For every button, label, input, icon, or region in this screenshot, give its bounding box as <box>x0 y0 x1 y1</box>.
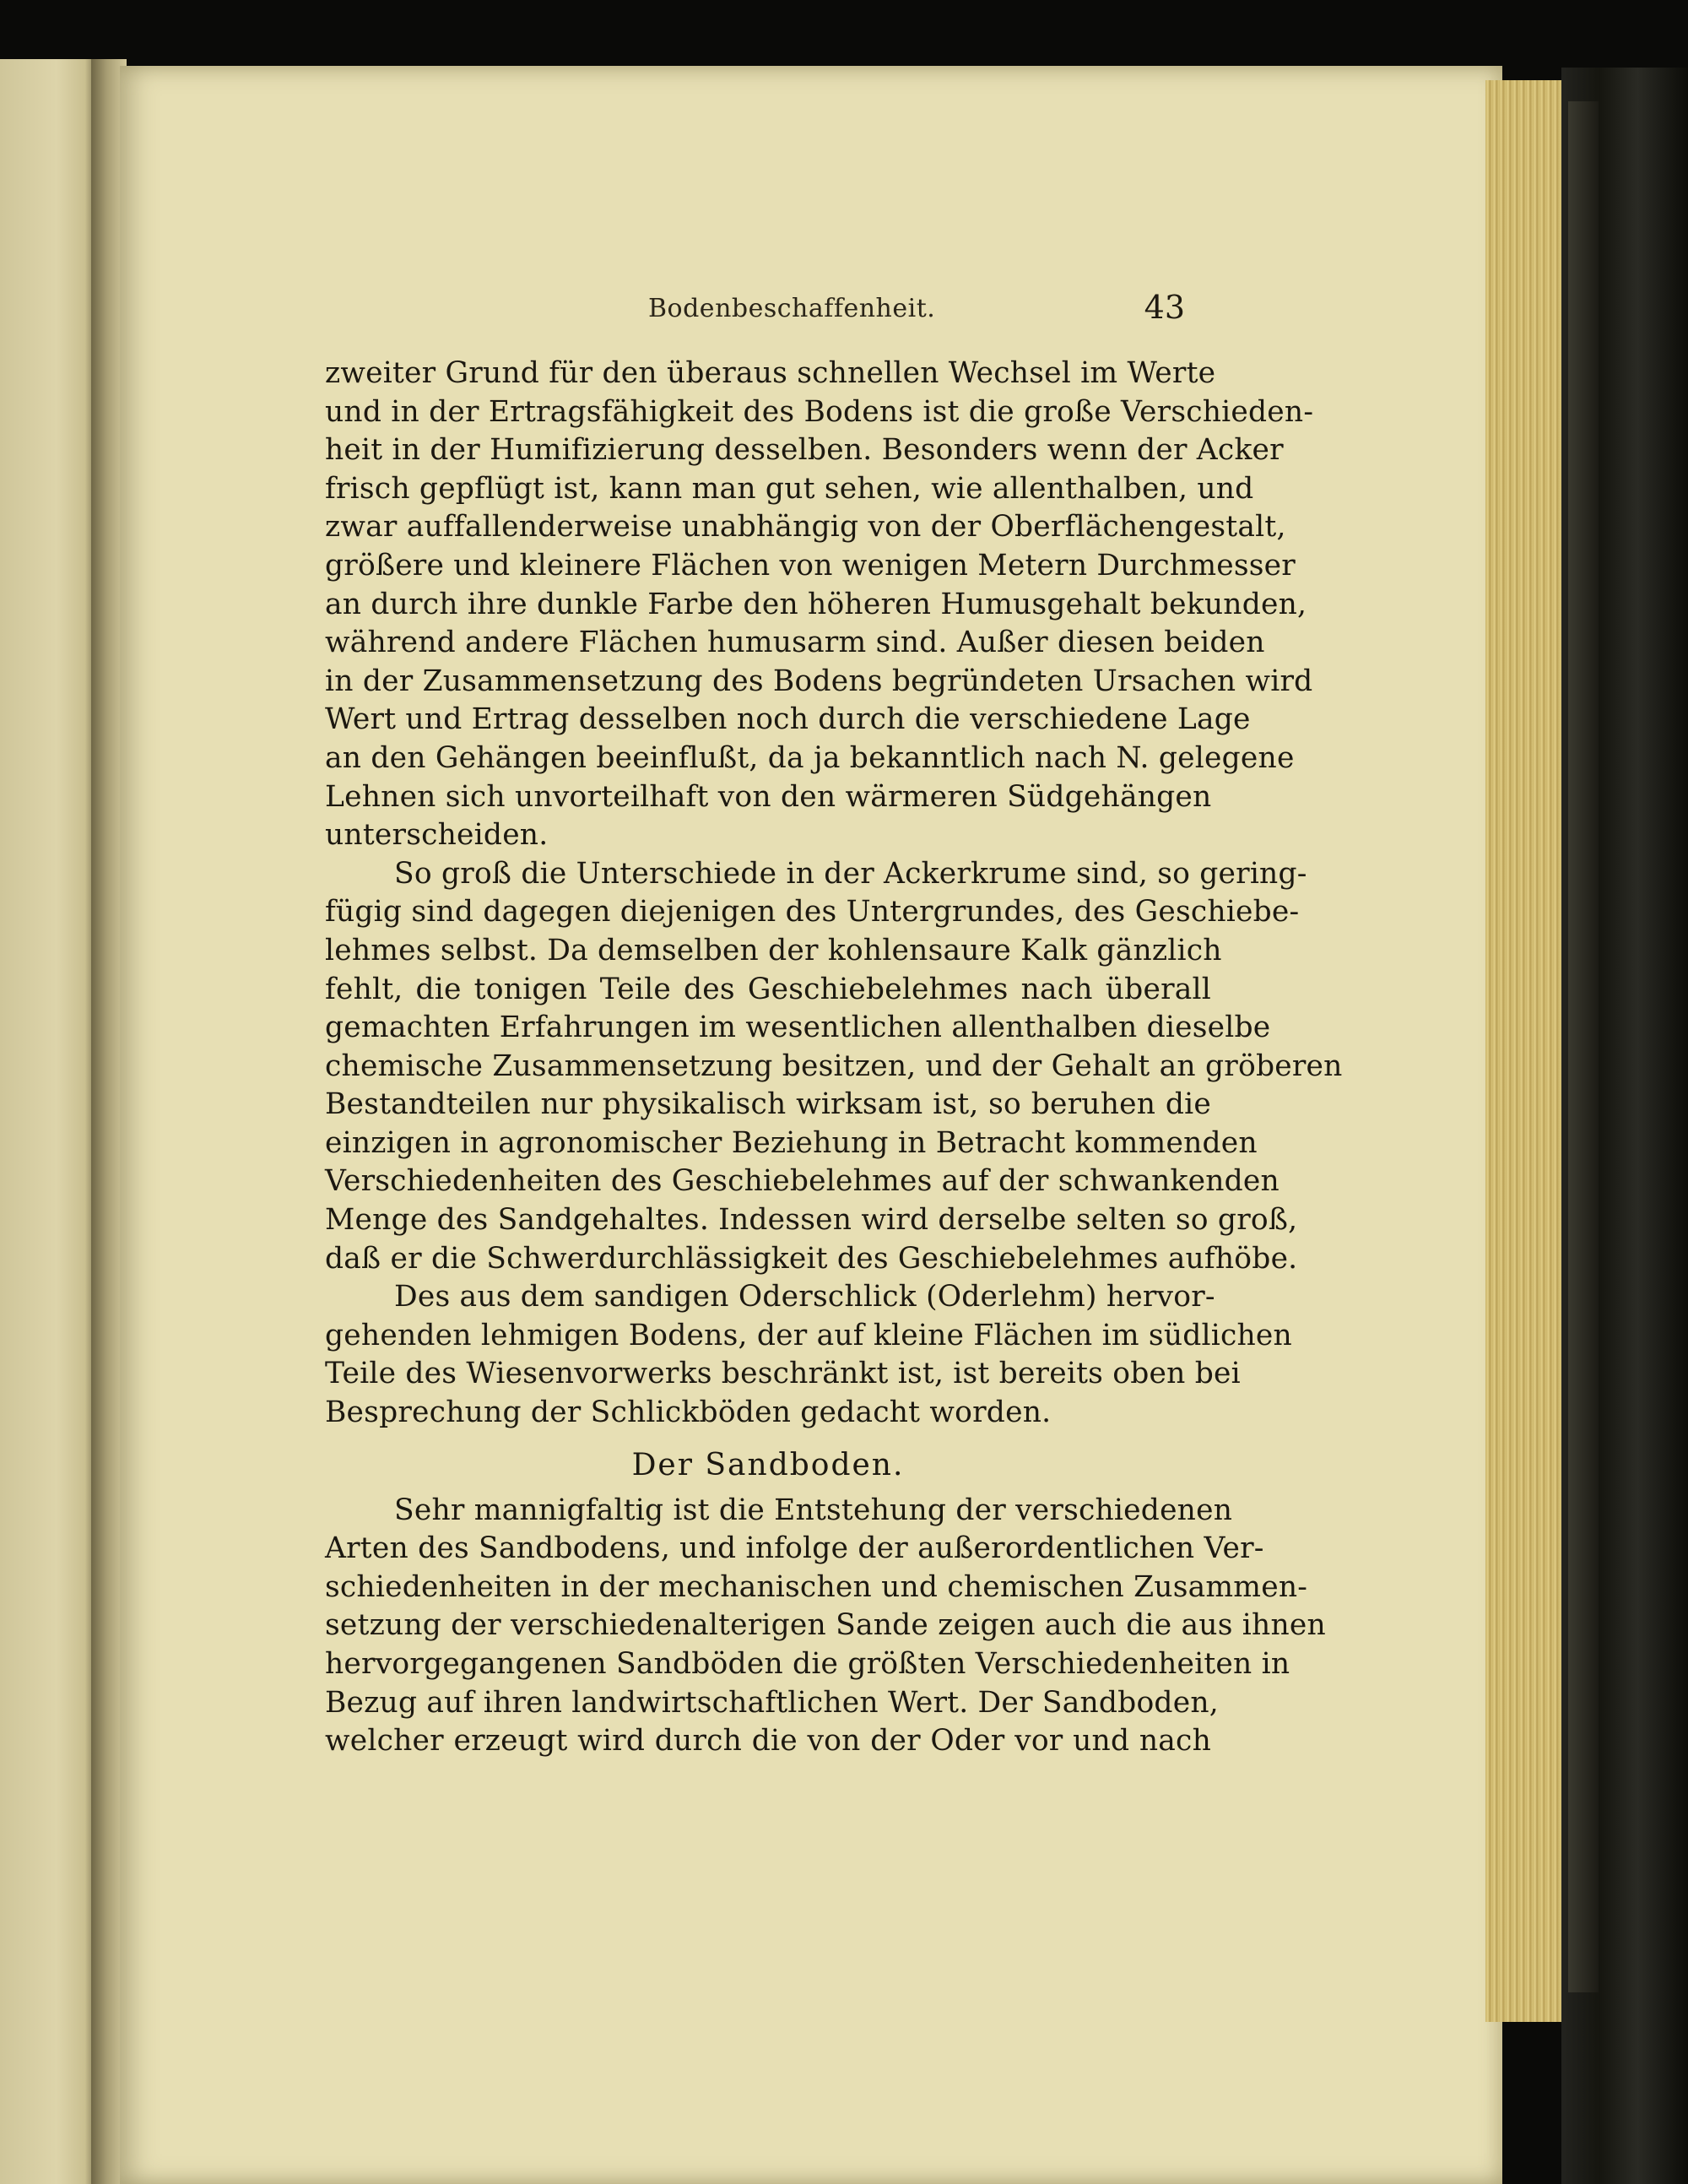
text-line: und in der Ertragsfähigkeit des Bodens ist die große Verschieden- <box>325 394 1314 429</box>
text-line: welcher erzeugt wird durch die von der Oder vor und nach <box>325 1724 1211 1759</box>
text-line: chemische Zusammensetzung besitzen, und der Gehalt an gröberen <box>325 1049 1343 1083</box>
text-line: Bestandteilen nur physikalisch wirksam ist, so beruhen die <box>325 1087 1211 1122</box>
text-line: an den Gehängen beeinflußt, da ja bekanntlich nach N. gelegene <box>325 740 1295 775</box>
page-number: 43 <box>1144 289 1185 326</box>
paragraph <box>325 1492 1326 1761</box>
text-line: Verschiedenheiten des Geschiebelehmes auf der schwankenden <box>325 1164 1280 1199</box>
running-title: Bodenbeschaffenheit. <box>648 294 936 323</box>
text-line: setzung der verschiedenalterigen Sande zeigen auch die aus ihnen <box>325 1608 1326 1643</box>
text-line: an durch ihre dunkle Farbe den höheren Humusgehalt bekunden, <box>325 587 1307 621</box>
paragraph <box>325 1278 1292 1432</box>
text-line: Besprechung der Schlickböden gedacht worden. <box>325 1395 1052 1430</box>
paragraph <box>325 855 1343 1279</box>
text-line: Bezug auf ihren landwirtschaftlichen Wert. Der Sandboden, <box>325 1685 1219 1720</box>
text-line: fügig sind dagegen diejenigen des Untergrundes, des Geschiebe- <box>325 895 1300 929</box>
text-line: lehmes selbst. Da demselben der kohlensaure Kalk gänzlich <box>325 933 1222 967</box>
text-line: während andere Flächen humusarm sind. Außer diesen beiden <box>325 626 1265 660</box>
text-line: unterscheiden. <box>325 818 549 853</box>
text-line: schiedenheiten in der mechanischen und chemischen Zusammen- <box>325 1569 1308 1604</box>
section-heading: Der Sandboden. <box>631 1447 905 1482</box>
text-line: Des aus dem sandigen Oderschlick (Oderlehm) hervor- <box>394 1280 1215 1314</box>
text-line: einzigen in agronomischer Beziehung in Betracht kommenden <box>325 1125 1258 1160</box>
text-line: zwar auffallenderweise unabhängig von der Oberflächengestalt, <box>325 510 1286 545</box>
text-line: gemachten Erfahrungen im wesentlichen allenthalben dieselbe <box>325 1011 1271 1045</box>
text-line: in der Zusammensetzung des Bodens begründeten Ursachen wird <box>325 664 1313 698</box>
body-text <box>325 355 1343 1761</box>
text-line: hervorgegangenen Sandböden die größten Verschiedenheiten in <box>325 1647 1290 1681</box>
text-line: größere und kleinere Flächen von wenigen Metern Durchmesser <box>325 548 1296 583</box>
text-line: fehlt, die tonigen Teile des Geschiebelehmes nach überall <box>325 972 1211 1006</box>
text-line: Sehr mannigfaltig ist die Entstehung der verschiedenen <box>394 1493 1233 1527</box>
text-line: heit in der Humifizierung desselben. Besonders wenn der Acker <box>325 433 1284 468</box>
text-line: Arten des Sandbodens, und infolge der außerordentlichen Ver- <box>325 1531 1264 1566</box>
text-line: daß er die Schwerdurchlässigkeit des Geschiebelehmes aufhöbe. <box>325 1241 1298 1276</box>
left-page-edge <box>0 59 95 2184</box>
text-line: zweiter Grund für den überaus schnellen Wechsel im Werte <box>325 356 1216 390</box>
text-line: frisch gepflügt ist, kann man gut sehen, wie allenthalben, und <box>325 471 1254 506</box>
text-line: gehenden lehmigen Bodens, der auf kleine Flächen im südlichen <box>325 1318 1292 1352</box>
text-line: Teile des Wiesenvorwerks beschränkt ist, ist bereits oben bei <box>325 1357 1241 1391</box>
text-line: Lehnen sich unvorteilhaft von den wärmeren Südgehängen <box>325 779 1212 814</box>
running-header <box>327 289 1202 336</box>
paragraph <box>325 355 1314 855</box>
text-line: So groß die Unterschiede in der Ackerkrume sind, so gering- <box>394 856 1307 891</box>
text-line: Wert und Ertrag desselben noch durch die verschiedene Lage <box>325 702 1251 737</box>
book-cover-spine <box>1568 101 1599 1992</box>
page-edges <box>1485 80 1561 2022</box>
text-line: Menge des Sandgehaltes. Indessen wird derselbe selten so groß, <box>325 1203 1298 1238</box>
